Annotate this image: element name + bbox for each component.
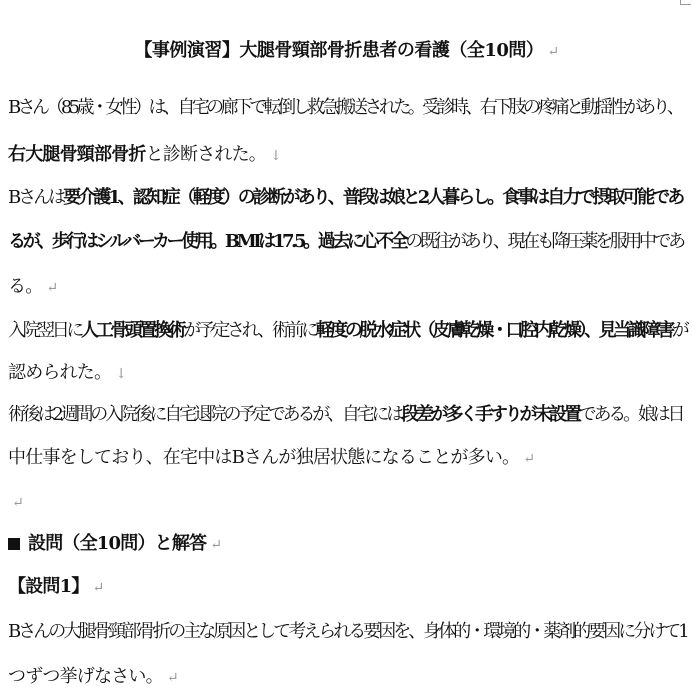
body-text: Bさんは	[8, 187, 64, 208]
paragraph-mark: ↵	[12, 495, 23, 511]
section-heading	[8, 532, 687, 557]
text-line	[8, 230, 687, 254]
line-break-mark: ↓	[115, 366, 127, 382]
text-line	[8, 143, 687, 168]
text-line	[8, 575, 687, 600]
paragraph-mark: ↵	[92, 580, 104, 596]
black-square-bullet	[8, 538, 20, 550]
text-line	[8, 403, 687, 427]
text-line	[8, 620, 687, 644]
paragraph-mark: ↵	[523, 451, 535, 467]
text-line	[8, 361, 687, 386]
paragraph-mark: ↵	[210, 537, 222, 553]
text-line	[8, 665, 687, 690]
page-corner-mark	[680, 0, 691, 5]
line-break-mark: ↓	[270, 148, 281, 164]
text-line	[8, 319, 687, 343]
body-text: と診断された。	[145, 144, 267, 165]
body-text: つずつ挙げなさい。	[8, 666, 163, 687]
paragraph-mark: ↵	[166, 670, 178, 686]
emphasized-text: るが、歩行はシルバーカー使用。BMIは17.5。過去に心不全	[8, 231, 406, 252]
body-text: Bさんの大腿骨頸部骨折の主な原因として考えられる要因を、身体的・環境的・薬剤的要因に分けて1	[8, 621, 687, 642]
emphasized-text: 要介護1、認知症（軽度）の診断があり、普段は娘と2人暮らし。食事は自力で摂取可能であ	[63, 187, 683, 208]
body-text: 認められた。	[8, 362, 112, 383]
emphasized-text: 右大腿骨頸部骨折	[8, 144, 146, 165]
text-line	[8, 96, 687, 120]
text-line	[8, 446, 687, 471]
text-line	[8, 275, 687, 300]
emphasized-text: 設問（全10問）と解答	[28, 533, 207, 554]
document-title	[0, 36, 693, 62]
body-text: の既往があり、現在も降圧薬を服用中であ	[405, 231, 683, 252]
body-text: 中仕事をしており、在宅中はBさんが独居状態になることが多い。	[8, 447, 520, 468]
body-text: 入院翌日に	[8, 320, 81, 341]
emphasized-text: 段差が多く手すりが未設置	[401, 404, 579, 425]
text-line	[8, 186, 687, 210]
text-line	[8, 490, 687, 515]
body-text: である。娘は日	[578, 404, 683, 425]
body-text: が予定され、術前に	[183, 320, 316, 341]
emphasized-text: 軽度の脱水症状（皮膚乾燥・口腔内乾燥）、見当識障害	[315, 320, 672, 341]
document-title-text: 【事例演習】大腿骨頸部骨折患者の看護（全10問）	[134, 40, 544, 61]
body-text: Bさん（85歳・女性）は、自宅の廊下で転倒し救急搬送された。受診時、右下肢の疼痛と動揺性があり、	[8, 97, 682, 118]
emphasized-text: 人工骨頭置換術	[81, 320, 184, 341]
body-text: 術後は2週間の入院後に自宅退院の予定であるが、自宅には	[8, 404, 402, 425]
body-text: が	[671, 320, 687, 341]
emphasized-text: 【設問1】	[8, 576, 89, 597]
paragraph-mark: ↵	[547, 44, 559, 60]
paragraph-mark: ↵	[46, 280, 58, 296]
body-text: る。	[8, 276, 43, 297]
